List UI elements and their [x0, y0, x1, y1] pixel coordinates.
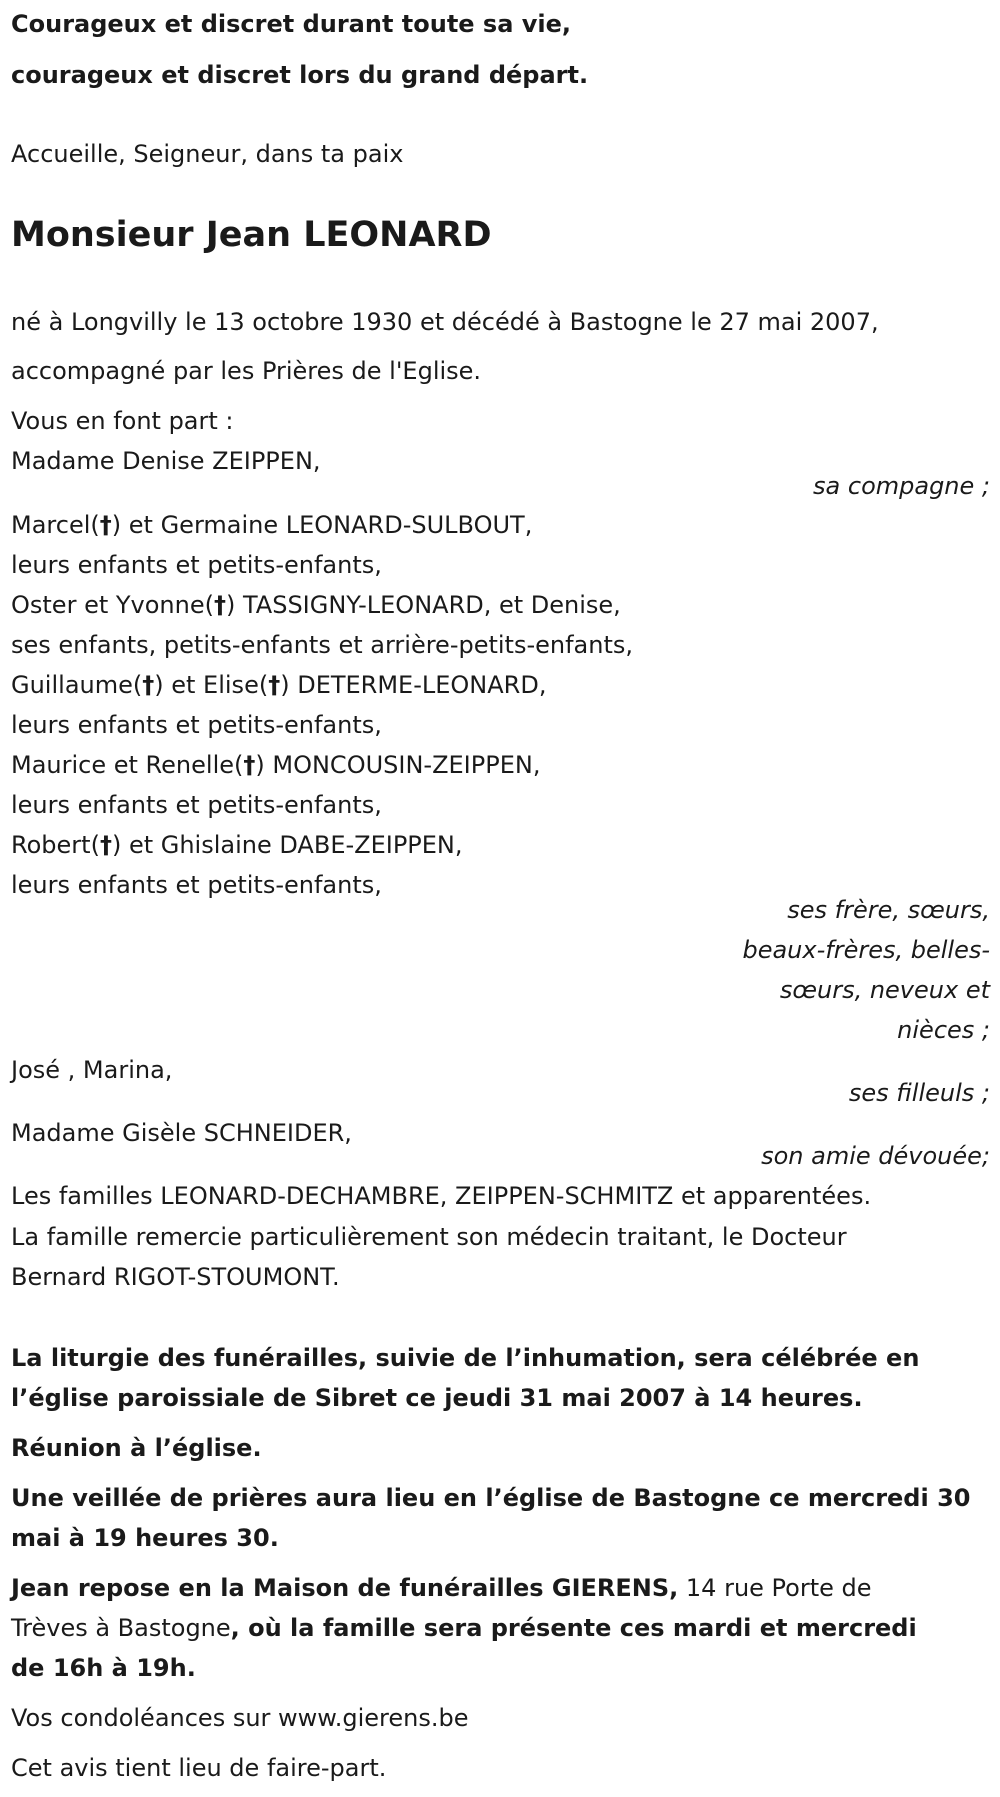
family-name-part: et Elise — [163, 671, 259, 699]
family-name-part: Oster et Yvonne — [11, 591, 205, 619]
friend-role: son amie dévouée; — [761, 1142, 990, 1170]
rest-address-part: Trèves à Bastogne — [11, 1614, 231, 1642]
deceased-marker-close: ) — [111, 831, 122, 859]
family-group-2-desc: ses enfants, petits-enfants et arrière-petits-enfants, — [11, 631, 634, 659]
rest-line-3: de 16h à 19h. — [11, 1654, 196, 1682]
godchildren-names: José , Marina, — [11, 1056, 173, 1084]
prayer-line: Accueille, Seigneur, dans ta paix — [11, 140, 404, 168]
siblings-role-line-1: ses frère, sœurs, — [787, 896, 990, 924]
family-name-part: et Germaine LEONARD-SULBOUT, — [121, 511, 533, 539]
birth-death-line: né à Longvilly le 13 octobre 1930 et décédé à Bastogne le 27 mai 2007, — [11, 308, 879, 336]
vigil-line-1: Une veillée de prières aura lieu en l’église de Bastogne ce mercredi 30 — [11, 1484, 971, 1512]
extended-families: Les familles LEONARD-DECHAMBRE, ZEIPPEN-SCHMITZ et apparentées. — [11, 1182, 872, 1210]
rest-line-2 — [11, 1608, 917, 1648]
deceased-marker-close: ) — [225, 591, 236, 619]
cross-icon: † — [243, 751, 256, 779]
family-name-part: Guillaume — [11, 671, 133, 699]
deceased-marker-open: ( — [132, 671, 143, 699]
family-name-part: MONCOUSIN-ZEIPPEN, — [264, 751, 541, 779]
family-group-4 — [11, 745, 540, 785]
family-name-part: et Ghislaine DABE-ZEIPPEN, — [121, 831, 463, 859]
family-name-part: DETERME-LEONARD, — [289, 671, 547, 699]
companion-name: Madame Denise ZEIPPEN, — [11, 447, 321, 475]
cross-icon: † — [142, 671, 155, 699]
siblings-role-line-4: nièces ; — [897, 1016, 990, 1044]
rest-visiting-bold: , où la famille sera présente ces mardi et mercredi — [230, 1614, 917, 1642]
rest-location-bold: Jean repose en la Maison de funérailles GIERENS, — [11, 1574, 679, 1602]
accompanied-line: accompagné par les Prières de l'Eglise. — [11, 357, 482, 385]
epigraph-line-1: Courageux et discret durant toute sa vie, — [11, 10, 572, 38]
vigil-line-2: mai à 19 heures 30. — [11, 1524, 279, 1552]
family-group-4-desc: leurs enfants et petits-enfants, — [11, 791, 382, 819]
deceased-marker-close: ) — [255, 751, 265, 779]
family-group-1-desc: leurs enfants et petits-enfants, — [11, 551, 382, 579]
family-name-part: Robert — [11, 831, 91, 859]
rest-address-part: 14 rue Porte de — [678, 1574, 872, 1602]
siblings-role-line-2: beaux-frères, belles- — [742, 936, 990, 964]
ceremony-line-2: l’église paroissiale de Sibret ce jeudi 31 mai 2007 à 14 heures. — [11, 1384, 863, 1412]
announce-intro: Vous en font part : — [11, 407, 234, 435]
family-group-3 — [11, 665, 546, 705]
thanks-line-1: La famille remercie particulièrement son médecin traitant, le Docteur — [11, 1223, 847, 1251]
companion-role: sa compagne ; — [813, 472, 990, 500]
cross-icon: † — [268, 671, 281, 699]
family-name-part: Marcel — [11, 511, 91, 539]
deceased-marker-close: ) — [111, 511, 122, 539]
notice-line: Cet avis tient lieu de faire-part. — [11, 1754, 387, 1782]
deceased-marker-open: ( — [234, 751, 244, 779]
cross-icon: † — [99, 511, 112, 539]
friend-name: Madame Gisèle SCHNEIDER, — [11, 1119, 352, 1147]
deceased-marker-close: ) — [280, 671, 290, 699]
family-group-5-desc: leurs enfants et petits-enfants, — [11, 871, 382, 899]
cross-icon: † — [99, 831, 112, 859]
family-group-3-desc: leurs enfants et petits-enfants, — [11, 711, 382, 739]
deceased-name: Monsieur Jean LEONARD — [11, 215, 492, 255]
godchildren-role: ses filleuls ; — [848, 1079, 990, 1107]
family-name-part: TASSIGNY-LEONARD, et Denise, — [235, 591, 621, 619]
siblings-role-line-3: sœurs, neveux et — [779, 976, 990, 1004]
ceremony-line-1: La liturgie des funérailles, suivie de l’inhumation, sera célébrée en — [11, 1344, 920, 1372]
deceased-marker-open: ( — [90, 831, 100, 859]
cross-icon: † — [213, 591, 226, 619]
epigraph-line-2: courageux et discret lors du grand départ. — [11, 61, 589, 89]
deceased-marker-open: ( — [258, 671, 269, 699]
family-name-part: Maurice et Renelle — [11, 751, 234, 779]
rest-line-1 — [11, 1568, 872, 1608]
thanks-line-2: Bernard RIGOT-STOUMONT. — [11, 1263, 340, 1291]
deceased-marker-open: ( — [204, 591, 214, 619]
deceased-marker-open: ( — [90, 511, 100, 539]
family-group-2 — [11, 585, 621, 625]
condolences-line: Vos condoléances sur www.gierens.be — [11, 1704, 469, 1732]
family-group-1 — [11, 505, 532, 545]
family-group-5 — [11, 825, 463, 865]
deceased-marker-close: ) — [154, 671, 164, 699]
meeting-line: Réunion à l’église. — [11, 1434, 262, 1462]
